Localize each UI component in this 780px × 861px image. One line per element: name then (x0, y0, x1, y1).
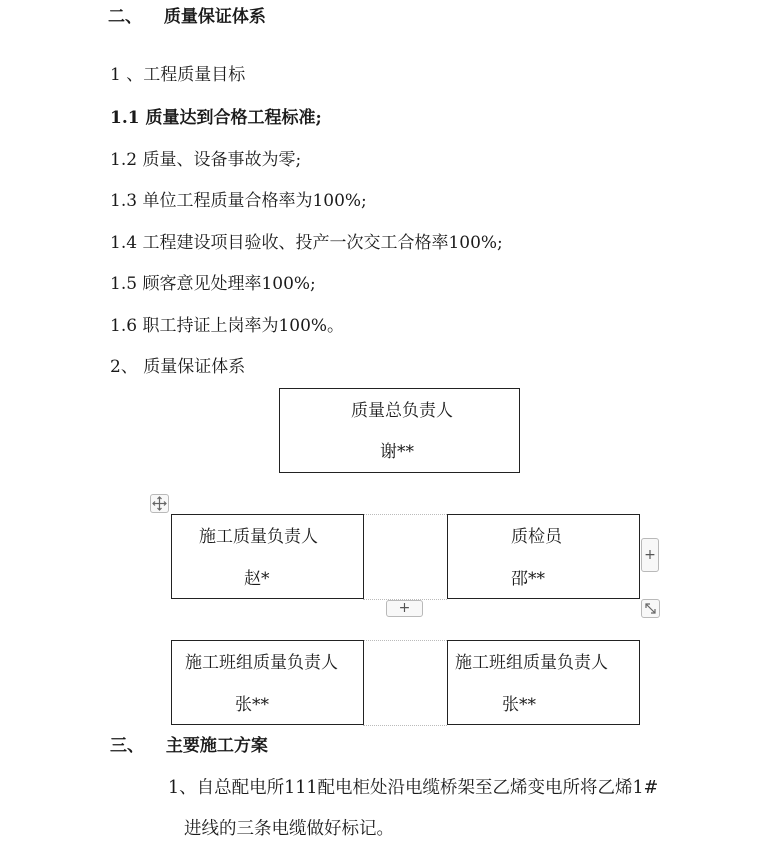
list-item-1-6: 1.6 职工持证上岗率为100%。 (110, 316, 345, 336)
move-icon (151, 495, 168, 512)
org-role: 质量总负责人 (351, 401, 453, 421)
org-role: 质检员 (511, 527, 562, 547)
table-gridline-bottom (363, 640, 447, 726)
org-person: 张** (502, 695, 536, 715)
list-item-1-2: 1.2 质量、设备事故为零; (110, 150, 302, 170)
section-number: 三、 (110, 736, 144, 756)
list-item-1-5: 1.5 顾客意见处理率100%; (110, 274, 316, 294)
org-role: 施工质量负责人 (199, 527, 318, 547)
org-box-mid-left[interactable] (171, 514, 364, 599)
org-box-top[interactable] (279, 388, 520, 473)
section-heading-3 (110, 735, 268, 757)
table-move-handle[interactable] (150, 494, 169, 513)
section-title: 质量保证体系 (163, 7, 266, 27)
org-person: 邵** (511, 569, 545, 589)
org-person: 张** (235, 695, 269, 715)
plan-line-2: 进线的三条电缆做好标记。 (184, 819, 394, 839)
org-role: 施工班组质量负责人 (455, 653, 608, 673)
plus-icon: + (398, 600, 411, 616)
table-gridline-mid (363, 514, 447, 600)
list-item-1-1: 1.1 质量达到合格工程标准; (110, 108, 322, 128)
org-person: 谢** (380, 442, 414, 462)
section-number: 二、 (108, 7, 142, 27)
org-box-bottom-left[interactable] (171, 640, 364, 725)
list-item-goal: 1 、工程质量目标 (110, 65, 246, 85)
org-box-bottom-right[interactable] (447, 640, 640, 725)
org-person: 赵* (244, 569, 270, 589)
org-box-mid-right[interactable] (447, 514, 640, 599)
org-role: 施工班组质量负责人 (185, 653, 338, 673)
table-resize-handle[interactable] (641, 599, 660, 618)
plan-line-1: 1、自总配电所111配电柜处沿电缆桥架至乙烯变电所将乙烯1# (168, 778, 659, 798)
list-item-2: 2、 质量保证体系 (110, 357, 246, 377)
list-item-1-4: 1.4 工程建设项目验收、投产一次交工合格率100%; (110, 233, 503, 253)
plus-icon: + (644, 547, 656, 563)
section-heading-2 (108, 6, 266, 28)
list-item-1-3: 1.3 单位工程质量合格率为100%; (110, 191, 367, 211)
section-title: 主要施工方案 (165, 736, 268, 756)
resize-icon (642, 600, 659, 617)
add-row-button[interactable] (386, 600, 423, 617)
add-column-button[interactable] (641, 538, 659, 572)
